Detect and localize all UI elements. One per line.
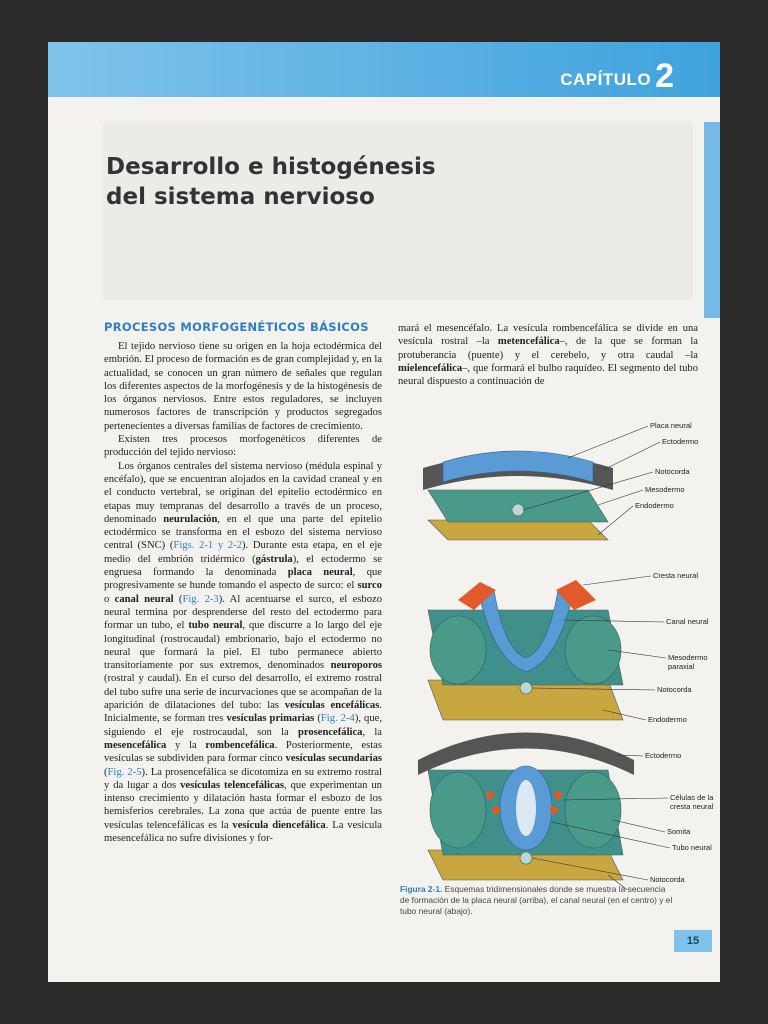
book-page	[48, 42, 720, 982]
somite-left	[430, 772, 486, 848]
label-celulas-1: Células de la	[670, 793, 714, 802]
chapter-word: CAPÍTULO	[560, 70, 652, 89]
notochord-2	[520, 682, 532, 694]
stage-neural-plate	[423, 451, 613, 540]
label-placa-neural: Placa neural	[650, 421, 692, 430]
label-ectodermo-1: Ectodermo	[662, 437, 699, 446]
left-column	[104, 340, 382, 845]
chapter-number: 2	[655, 57, 674, 95]
label-canal-neural: Canal neural	[666, 617, 709, 626]
figure-ref-2-5[interactable]: Fig. 2-5	[107, 766, 142, 778]
paragraph-2: Existen tres procesos morfogenéticos diferentes de producción del tejido nervioso:	[104, 434, 382, 459]
chapter-title	[106, 152, 506, 212]
notochord-3	[520, 852, 532, 864]
label-mesodermo-paraxial-1: Mesodermo	[668, 653, 708, 662]
label-ectodermo-3: Ectodermo	[645, 751, 682, 760]
label-mesodermo: Mesodermo	[645, 485, 685, 494]
figure-ref-2-1[interactable]: Figs. 2-1 y 2-2	[173, 540, 243, 552]
figure-ref-2-4[interactable]: Fig. 2-4	[320, 713, 355, 725]
chapter-title-line1: Desarrollo e histogénesis	[106, 154, 436, 180]
label-cresta-neural: Cresta neural	[653, 571, 699, 580]
crest-cell	[550, 806, 558, 814]
side-tab	[704, 122, 720, 318]
paragraph-right: mará el mesencéfalo. La vesícula rombencefálica se divide en una vesícula rostral –la metencefálica–, de la que se forman la protuberancia (puente) y el cerebelo, y otra caudal –la mielencefálica–, que formará el bulbo raquídeo. El segmento del tubo neural dispuesto a continuación de	[398, 323, 698, 388]
notochord-1	[512, 504, 524, 516]
caption-label: Figura 2-1.	[400, 884, 443, 894]
label-celulas-2: cresta neural	[670, 802, 714, 811]
stage-neural-tube	[418, 733, 634, 881]
label-endodermo-2: Endodermo	[648, 715, 687, 724]
label-somita: Somita	[667, 827, 691, 836]
neurulation-diagram	[398, 410, 720, 890]
page-number: 15	[674, 930, 712, 952]
label-notocorda-2: Notocorda	[657, 685, 692, 694]
stage-neural-groove	[428, 580, 623, 720]
crest-cell	[554, 791, 562, 799]
chapter-header-band	[48, 42, 720, 97]
chapter-label	[560, 57, 674, 95]
chapter-title-line2: del sistema nervioso	[106, 184, 375, 210]
neural-canal-lumen	[516, 780, 536, 836]
label-notocorda-1: Notocorda	[655, 467, 690, 476]
caption-text: Esquemas tridimensionales donde se muestra la secuencia de formación de la placa neural (arriba), el canal neural (en el centro) y el tubo neural (abajo).	[400, 884, 673, 916]
figure-2-1	[398, 410, 720, 890]
label-notocorda-3: Notocorda	[650, 875, 685, 884]
paraxial-mesoderm-right	[565, 616, 621, 684]
crest-cell	[486, 791, 494, 799]
label-mesodermo-paraxial-2: paraxial	[668, 662, 695, 671]
figure-ref-2-3[interactable]: Fig. 2-3	[182, 593, 219, 605]
paragraph-1: El tejido nervioso tiene su origen en la hoja ectodérmica del embrión. El proceso de formación es de gran complejidad y, en la actualidad, se conocen un gran número de señales que regulan los diferentes aspectos de la morfogénesis y de la histogénesis de los órganos nerviosos. Entre estos reguladores, se incluyen numerosos factores de transcripción y productos segregados pertenecientes a diversas familias de factores de crecimiento.	[104, 341, 382, 432]
label-tubo-neural: Tubo neural	[672, 843, 712, 852]
label-endodermo-1: Endodermo	[635, 501, 674, 510]
crest-cell	[492, 806, 500, 814]
somite-right	[565, 772, 621, 848]
endoderm-layer-1	[428, 520, 608, 540]
paraxial-mesoderm-left	[430, 616, 486, 684]
paragraph-3: Los órganos centrales del sistema nervioso (médula espinal y encéfalo), que se encuentran alojados en la cavidad craneal y en el conducto vertebral, se originan del epitelio ectodérmico en etapas muy tempranas del desarrollo a través de un proceso, denominado neurulación, en el que una parte del epitelio ectodérmico se transforma en el esbozo del sistema nervioso central (SNC) (Figs. 2-1 y 2-2). Durante esta etapa, en el eje medio del embrión tridérmico (gástrula), el ectodermo se engruesa formando la denominada placa neural, que progresivamente se hunde tomando el aspecto de surco: el surco o canal neural (Fig. 2-3). Al acentuarse el surco, el esbozo neural termina por desprenderse del resto del ectodermo para formar un tubo, el tubo neural, que discurre a lo largo del eje longitudinal (rostrocaudal) embrionario, bajo el ectodermo no neural que formará la piel. El tubo permanece abierto transitoriamente por sus extremos, denominados neuroporos (rostral y caudal). En el curso del desarrollo, el extremo rostral del tubo sufre una serie de incurvaciones que se acompañan de la aparición de dilataciones del tubo: las vesículas encefálicas. Inicialmente, se forman tres vesículas primarias (Fig. 2-4), que, siguiendo el eje rostrocaudal, son la prosencefálica, la mesencefálica y la rombencefálica. Posteriormente, estas vesículas se subdividen para formar cinco vesículas secundarias (Fig. 2-5). La prosencefálica se dicotomiza en su extremo rostral y da lugar a dos vesículas telencefálicas, que experimentan un intenso crecimiento y dilatación hasta formar el esbozo de los hemisferios cerebrales. La zona que actúa de puente entre las vesículas telencefálicas es la vesícula diencefálica. La vesícula mesencefálica no sufre divisiones y for-	[104, 460, 383, 844]
figure-caption	[400, 884, 676, 917]
section-title: PROCESOS MORFOGENÉTICOS BÁSICOS	[104, 320, 369, 334]
right-column	[398, 322, 698, 388]
